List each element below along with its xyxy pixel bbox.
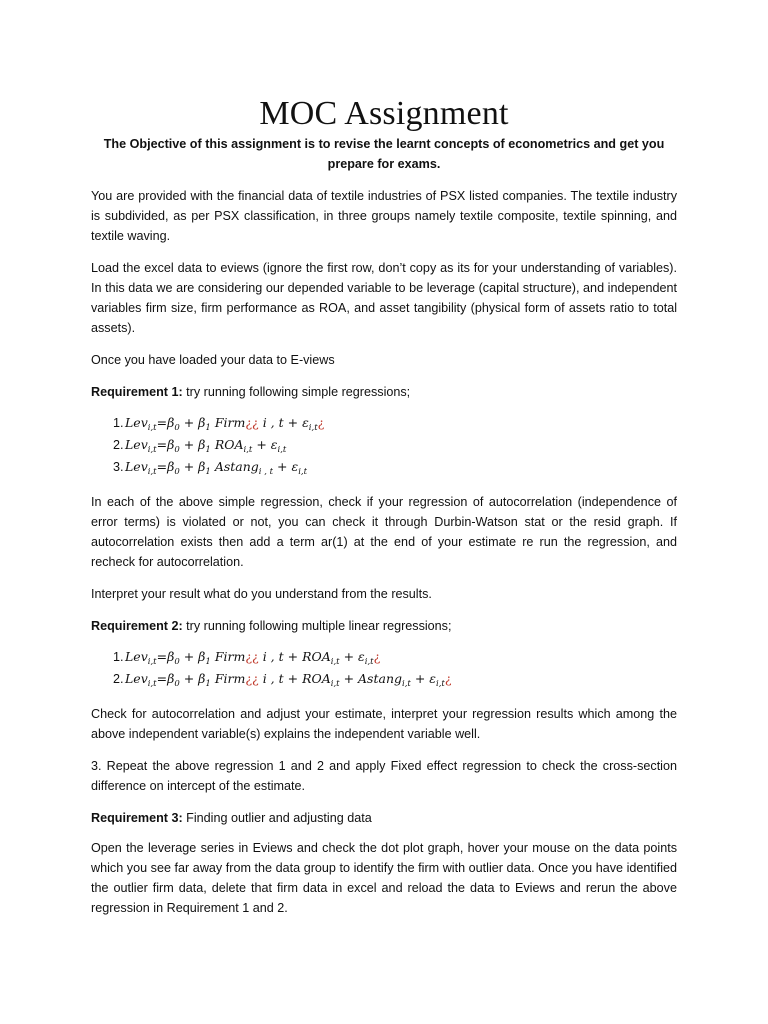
requirement-3-heading [91, 808, 677, 828]
equation-var: Firm [214, 415, 246, 430]
equation-item: 3. $Lev_{i,t}=\beta_0 + \beta_1$ $Astang_{i , t} + \varepsilon_{i,t}$ [91, 456, 677, 478]
equation-number: 2. [113, 438, 124, 452]
equation-var: ROA [302, 671, 331, 686]
equation-var: Firm [214, 649, 246, 664]
equation-artifact: ¿¿ [245, 671, 259, 686]
equation-subscript-tail: i , t [262, 671, 284, 686]
interpret-paragraph: Interpret your result what do you understand from the results. [91, 587, 432, 601]
equation-lhs: Lev [125, 415, 148, 430]
equation-artifact: ¿ [317, 415, 325, 430]
requirement-1-label: Requirement 1: [91, 385, 183, 399]
repeat-regression-paragraph: 3. Repeat the above regression 1 and 2 and apply Fixed effect regression to check the cross-section difference on intercept of the estimate. [91, 759, 677, 793]
requirement-1-text: try running following simple regressions; [182, 385, 411, 399]
equation-lhs: Lev [125, 671, 148, 686]
equation-item: 1. $Lev_{i,t}=\beta_0 + \beta_1$ Firm¿¿ i , $t + \varepsilon_{i,t}¿$ [91, 412, 677, 434]
equation-subscript-tail: i , t [262, 649, 284, 664]
intro-paragraph: You are provided with the financial data of textile industries of PSX listed companies. The textile industry is subdivided, as per PSX classification, in three groups namely textile composite, textile spinning, and textile waving. [91, 189, 677, 243]
check-adjust-paragraph: Check for autocorrelation and adjust your estimate, interpret your regression results which among the above independent variable(s) explains the independent variable well. [91, 707, 677, 741]
document-body [91, 94, 677, 930]
equation-var: ROA [302, 649, 331, 664]
equation-lhs: Lev [125, 459, 148, 474]
requirement-1-heading [91, 382, 677, 402]
equation-var: Firm [214, 671, 246, 686]
autocorrelation-paragraph: In each of the above simple regression, check if your regression of autocorrelation (independence of error terms) is violated or not, you can check it through Durbin-Watson stat or the resid graph. If autocorrelation exists then add a term ar(1) at the end of your estimate re run the regression, and recheck for autocorrelation. [91, 495, 677, 569]
equation-number: 1. [113, 650, 124, 664]
equation-number: 1. [113, 416, 124, 430]
equation-subscript-tail: i , t [262, 415, 284, 430]
equation-var: ROA [214, 437, 244, 452]
requirement-2-label: Requirement 2: [91, 619, 183, 633]
requirement-1-equations [91, 412, 677, 478]
equation-artifact: ¿¿ [245, 415, 259, 430]
equation-number: 2. [113, 672, 124, 686]
document-title: MOC Assignment [259, 95, 509, 132]
equation-var: Astang [214, 459, 259, 474]
outlier-paragraph: Open the leverage series in Eviews and check the dot plot graph, hover your mouse on the data points which you see far away from the data group to identify the firm with outlier data. Once you have identified the outlier firm data, delete that firm data in excel and reload the data to Eviews and rerun the above regression in Requirement 1 and 2. [91, 841, 677, 915]
equation-item: 2. $Lev_{i,t}=\beta_0 + \beta_1$ $ROA_{i,t} + \varepsilon_{i,t}$ [91, 434, 677, 456]
equation-lhs: Lev [125, 437, 148, 452]
once-loaded-paragraph: Once you have loaded your data to E-views [91, 353, 335, 367]
requirement-3-text: Finding outlier and adjusting data [182, 811, 372, 825]
requirement-3-label: Requirement 3: [91, 811, 183, 825]
equation-number: 3. [113, 460, 124, 474]
requirement-2-equations [91, 646, 677, 690]
equation-item: 1. $Lev_{i,t}=\beta_0 + \beta_1$ Firm¿¿ i , $t + ROA_{i,t}$ + $\varepsilon_{i,t}¿$ [91, 646, 677, 668]
equation-item: 2. $Lev_{i,t}=\beta_0 + \beta_1$ Firm¿¿ i , $t + ROA_{i,t} + Astang_{i,t}$ + $\varepsilon_{i,t}¿$ [91, 668, 677, 690]
equation-artifact: ¿¿ [245, 649, 259, 664]
equation-var: Astang [358, 671, 403, 686]
requirement-2-text: try running following multiple linear regressions; [182, 619, 452, 633]
load-data-paragraph: Load the excel data to eviews (ignore the first row, don’t copy as its for your understanding of variables). In this data we are considering our depended variable to be leverage (capital structure), and independent variables firm size, firm performance as ROA, and asset tangibility (physical form of assets ratio to total assets). [91, 261, 677, 335]
objective-statement: The Objective of this assignment is to revise the learnt concepts of econometrics and get you prepare for exams. [103, 137, 665, 171]
requirement-2-heading [91, 616, 677, 636]
equation-lhs: Lev [125, 649, 148, 664]
